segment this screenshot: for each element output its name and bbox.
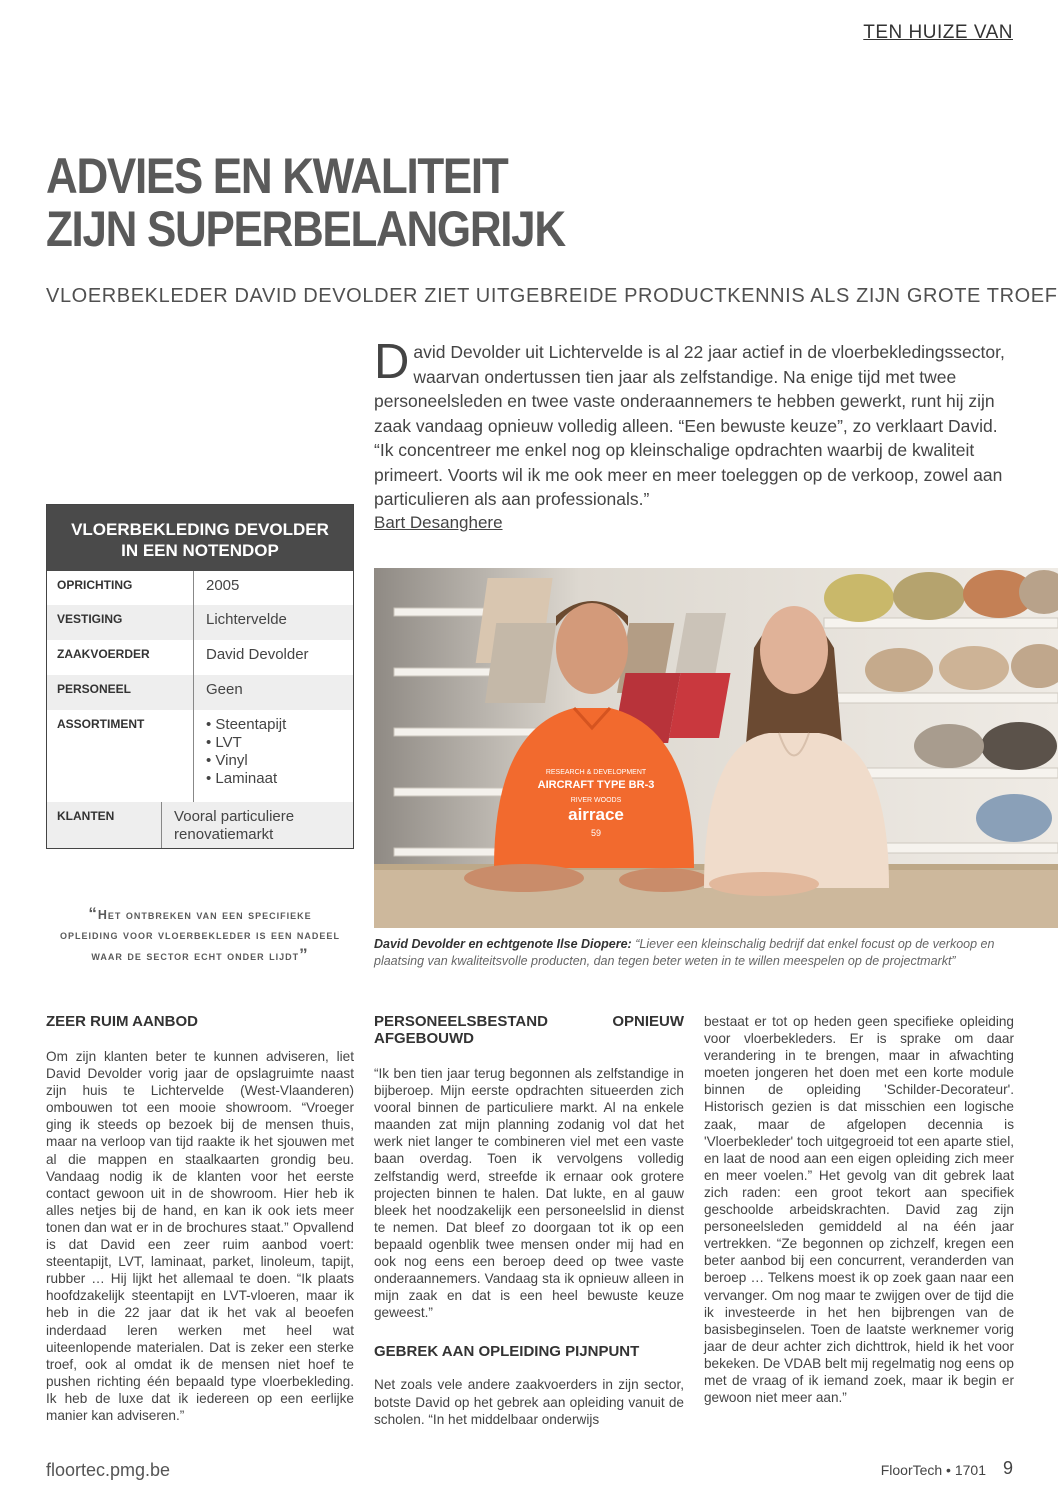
headline-line-2: ZIJN SUPERBELANGRIJK xyxy=(46,201,565,257)
quote-open-mark: “ xyxy=(88,904,98,923)
headline-line-1: ADVIES EN KWALITEIT xyxy=(46,148,508,204)
body-paragraph: Net zoals vele andere zaakvoerders in zijn sector, botste David op het gebrek aan opleiding vanuit de scholen. “In het middelbaar onderwijs xyxy=(374,1377,684,1427)
caption-bold: David Devolder en echtgenote Ilse Diopere: xyxy=(374,937,632,951)
factbox-row xyxy=(47,605,353,640)
quote-close-mark: ” xyxy=(299,945,309,964)
caption-italic: “Liever een kleinschalig bedrijf dat enkel focust op de verkoop en plaatsing van kwaliteitsvolle producten, dan tegen beter weten in te willen meespelen op de projectmarkt” xyxy=(374,937,995,968)
drop-cap: D xyxy=(374,335,410,389)
section-heading: PERSONEELSBESTAND OPNIEUW AFGEBOUWD xyxy=(374,1013,684,1047)
factbox-row xyxy=(47,802,353,848)
factbox-value xyxy=(194,710,294,802)
intro-paragraph xyxy=(374,335,1014,512)
factbox-value: 2005 xyxy=(206,577,240,594)
factbox-key: PERSONEEL xyxy=(47,675,194,710)
page-number: 9 xyxy=(1002,1458,1013,1478)
shirt-text: AIRCRAFT TYPE BR-3 xyxy=(537,779,655,791)
pull-quote-text: Het ontbreken van een specifieke opleiding voor vloerbekleder is een nadeel waar de sector echt onder lijdt xyxy=(60,908,340,963)
factbox-value: Vooral particuliere renovatiemarkt xyxy=(174,808,295,843)
author-byline[interactable]: Bart Desanghere xyxy=(374,513,503,532)
shirt-text: RIVER WOODS xyxy=(570,797,622,804)
factbox-key: VESTIGING xyxy=(47,605,194,640)
factbox-row xyxy=(47,675,353,710)
photo-caption xyxy=(374,936,1014,970)
shirt-text: airrace xyxy=(568,805,624,824)
footer-url[interactable]: floortec.pmg.be xyxy=(46,1460,171,1480)
factbox-key: OPRICHTING xyxy=(47,571,194,605)
list-item: • LVT xyxy=(206,734,286,752)
body-column-3 xyxy=(704,1013,1014,1406)
factbox-row xyxy=(47,640,353,675)
showroom-photo xyxy=(374,568,1058,928)
body-paragraph: Om zijn klanten beter te kunnen adviseren, liet David Devolder vorig jaar de opslagruimte naast zijn huis te Lichtervelde (West-Vlaanderen) ombouwen tot een mooie showroom. “Vroeger ging ik steeds op bezoek bij de mensen thuis, maar na verloop van tijd raakte ik het sjouwen met al die mappen en staalkaarten grondig beu. Vandaag nodig ik de klanten voor het eerste contact gewoon uit in de showroom. Hier heb ik alles netjes bij de hand, en kan ik ook iets meer tonen dan wat er in de brochures staat.” Opvallend is dat David een zeer ruim aanbod voert: steentapijt, LVT, laminaat, parket, linoleum, tapijt, rubber … Hij lijkt het allemaal te doen. “Ik plaats hoofdzakelijk steentapijt en LVT-vloeren, maar ik heb in die 22 jaar dat ik het vak al beoefen inderdaad leren werken met heel wat uiteenlopende materialen. Dat is zeker een sterke troef, ook al omdat ik de mensen niet hoef te pushen richting één bepaald type vloerbekleding. Ik heb de luxe dat ik iedereen op een eerlijke manier kan adviseren.” xyxy=(46,1049,354,1423)
section-heading: ZEER RUIM AANBOD xyxy=(46,1013,198,1030)
shirt-text: RESEARCH & DEVELOPMENT xyxy=(545,769,647,776)
factbox-value: David Devolder xyxy=(206,646,309,663)
body-column-1 xyxy=(46,1013,354,1424)
list-item: • Vinyl xyxy=(206,752,286,770)
factbox-key: ASSORTIMENT xyxy=(47,710,194,802)
section-label: TEN HUIZE VAN xyxy=(863,22,1013,43)
factbox-key: KLANTEN xyxy=(47,802,162,848)
factbox-key: ZAAKVOERDER xyxy=(47,640,194,675)
factbox-row xyxy=(47,710,353,802)
list-item: • Laminaat xyxy=(206,770,286,788)
footer-magazine: FloorTech • 1701 xyxy=(880,1462,986,1478)
factbox-title-line-2: IN EEN NOTENDOP xyxy=(121,541,279,560)
factbox xyxy=(46,504,354,849)
pull-quote xyxy=(60,904,340,966)
factbox-title-line-1: VLOERBEKLEDING DEVOLDER xyxy=(71,520,329,539)
photo-illustration xyxy=(374,568,1058,928)
factbox-rows xyxy=(47,571,353,848)
subheadline: VLOERBEKLEDER DAVID DEVOLDER ZIET UITGEBREIDE PRODUCTKENNIS ALS ZIJN GROTE TROEF xyxy=(46,285,1058,307)
body-paragraph: “Ik ben tien jaar terug begonnen als zelfstandige in bijberoep. Mijn eerste opdrachten situeerden zich vooral binnen de particuliere markt. Al na enkele maanden zat mijn planning zodanig vol dat het werk niet langer te combineren viel met een vaste baan overdag. Toen ik vervolgens volledig zelfstandig werd, streefde ik ernaar ook grotere projecten binnen te halen. Dat lukte, en al gauw bleek het noodzakelijk een personeelslid in dienst te nemen. Dat bleef zo doorgaan tot ik op een bepaald ogenblik twee mensen onder mij had en ook nog eens een beroep deed op twee vaste onderaannemers. Vandaag sta ik opnieuw alleen in mijn zaak en dat is een heel bewuste keuze geweest.” xyxy=(374,1066,684,1321)
factbox-title xyxy=(47,505,353,571)
section-heading: GEBREK AAN OPLEIDING PIJNPUNT xyxy=(374,1343,640,1361)
factbox-value: Lichtervelde xyxy=(206,611,287,628)
headline xyxy=(46,150,662,256)
shirt-text: 59 xyxy=(590,828,602,838)
body-paragraph: bestaat er tot op heden geen specifieke opleiding voor vloerbekleders. Er is sprake om daar verandering in te brengen, maar in afwachting moeten jongeren het doen met een korte module binnen de opleiding 'Schilder-Decorateur'. Historisch gezien is dat misschien een logische zaak, maar de afgelopen decennia is 'Vloerbekleder' toch uitgegroeid tot een aparte stiel, en laat de nood aan een eigen opleiding zich meer en meer voelen.” Het gevolg van dit gebrek laat zich raden: een groot tekort aan specifiek geschoolde arbeidskrachten. David zag zijn personeelsleden gemiddeld al na één jaar vertrekken. “Ze begonnen op zichzelf, kregen een beter aanbod bij een concurrent, veranderden van beroep … Telkens moest ik op zoek gaan naar een vervanger. Om nog maar te zwijgen over de tijd die ik investeerde in het hen bijbrengen van de basisbeginselen. Toen de laatste werknemer vorig jaar de deur achter zich dichttrok, hield ik het voor bekeken. De VDAB belt mij regelmatig nog eens op met de vraag of ik iemand zoek, maar ik begin er gewoon niet meer aan.” xyxy=(704,1014,1014,1406)
factbox-row xyxy=(47,571,353,605)
factbox-value: Geen xyxy=(206,681,243,698)
intro-text: avid Devolder uit Lichtervelde is al 22 jaar actief in de vloerbekledingssector, waarvan ondertussen tien jaar als zelfstandige. Na enige tijd met twee personeelsleden en twee vaste onderaannemers te hebben gewerkt, runt hij zijn zaak vandaag opnieuw volledig alleen. “Een bewuste keuze”, zo verklaart David. “Ik concentreer me enkel nog op kleinschalige opdrachten waarbij de kwaliteit primeert. Voorts wil ik me ook meer en meer toeleggen op de verkoop, zowel aan particulieren als aan professionals.” xyxy=(374,342,1005,509)
assortiment-list xyxy=(206,716,286,788)
list-item: • Steentapijt xyxy=(206,716,286,734)
body-column-2 xyxy=(374,1013,684,1428)
